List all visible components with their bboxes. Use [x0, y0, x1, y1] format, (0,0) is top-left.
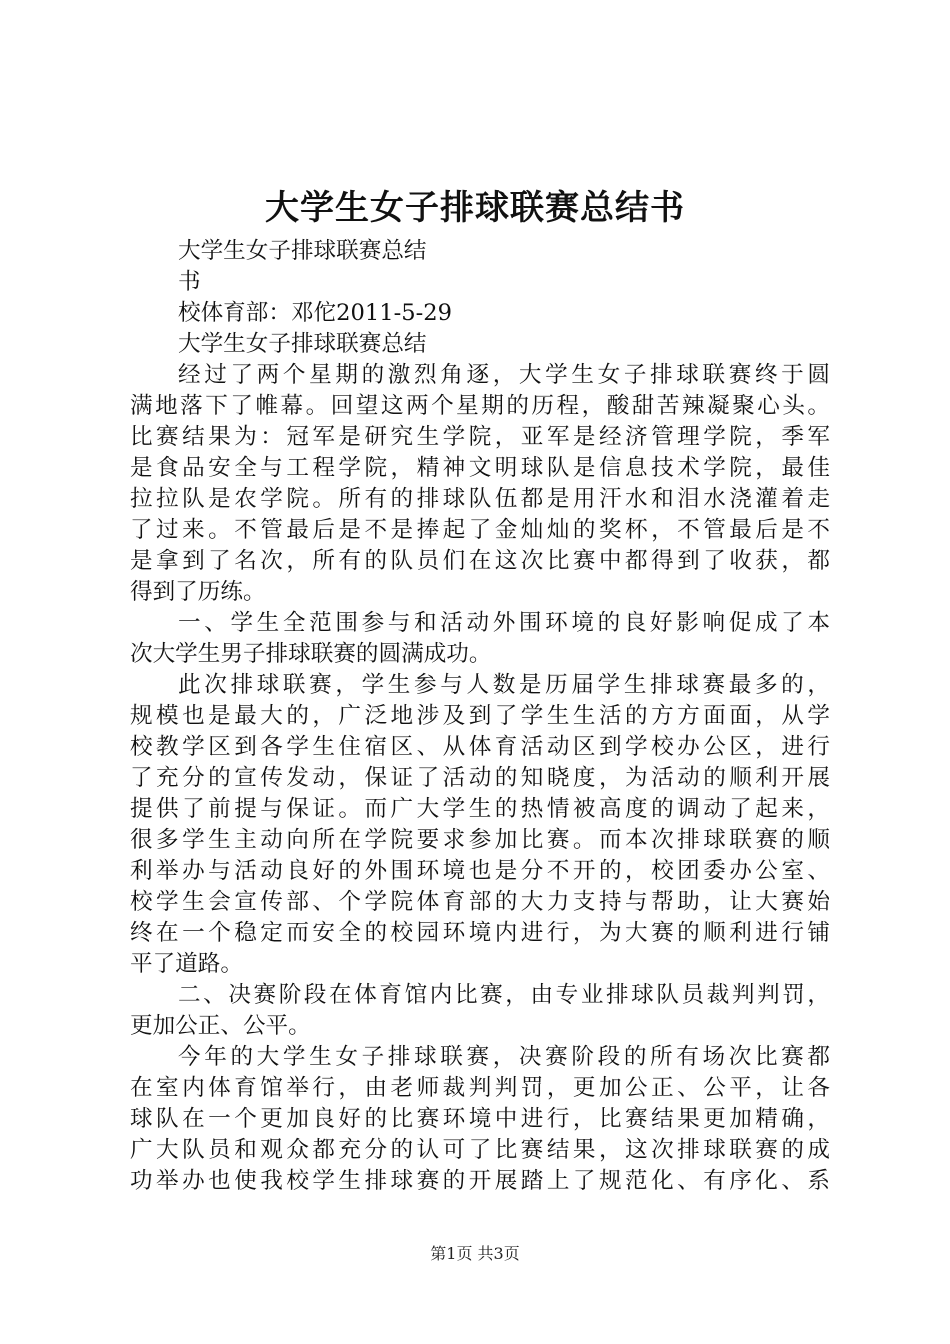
body-line: 一、学生全范围参与和活动外围环境的良好影响促成了本	[178, 610, 830, 636]
body-line: 满地落下了帷幕。回望这两个星期的历程，酸甜苦辣凝聚心头。	[130, 393, 830, 419]
body-line: 广大队员和观众都充分的认可了比赛结果，这次排球联赛的成	[130, 1137, 830, 1163]
body-line: 校学生会宣传部、个学院体育部的大力支持与帮助，让大赛始	[130, 889, 830, 915]
body-line: 得到了历练。	[130, 579, 266, 605]
body-line: 大学生女子排球联赛总结	[178, 238, 427, 264]
body-line: 拉拉队是农学院。所有的排球队伍都是用汗水和泪水浇灌着走	[130, 486, 830, 512]
body-line: 是食品安全与工程学院，精神文明球队是信息技术学院，最佳	[130, 455, 830, 481]
body-line: 功举办也使我校学生排球赛的开展踏上了规范化、有序化、系	[130, 1168, 830, 1194]
body-line: 校体育部：邓佗2011-5-29	[178, 300, 453, 326]
body-line: 校教学区到各学生住宿区、从体育活动区到学校办公区，进行	[130, 734, 830, 760]
body-line: 大学生女子排球联赛总结	[178, 331, 427, 357]
body-line: 了过来。不管最后是不是捧起了金灿灿的奖杯，不管最后是不	[130, 517, 830, 543]
body-line: 二、决赛阶段在体育馆内比赛，由专业排球队员裁判判罚，	[178, 982, 830, 1008]
body-line: 球队在一个更加良好的比赛环境中进行，比赛结果更加精确，	[130, 1106, 830, 1132]
body-line: 利举办与活动良好的外围环境也是分不开的，校团委办公室、	[130, 858, 830, 884]
body-line: 书	[178, 269, 201, 295]
body-line: 很多学生主动向所在学院要求参加比赛。而本次排球联赛的顺	[130, 827, 830, 853]
body-line: 在室内体育馆举行，由老师裁判判罚，更加公正、公平，让各	[130, 1075, 830, 1101]
body-line: 此次排球联赛，学生参与人数是历届学生排球赛最多的，	[178, 672, 830, 698]
body-line: 终在一个稳定而安全的校园环境内进行，为大赛的顺利进行铺	[130, 920, 830, 946]
page-footer: 第1页 共3页	[430, 1244, 520, 1263]
document-body	[130, 236, 830, 1197]
document-title: 大学生女子排球联赛总结书	[265, 188, 685, 228]
body-line: 次大学生男子排球联赛的圆满成功。	[130, 641, 492, 667]
body-line: 提供了前提与保证。而广大学生的热情被高度的调动了起来，	[130, 796, 830, 822]
body-line: 了充分的宣传发动，保证了活动的知晓度，为活动的顺利开展	[130, 765, 830, 791]
body-line: 经过了两个星期的激烈角逐，大学生女子排球联赛终于圆	[178, 362, 830, 388]
body-line: 平了道路。	[130, 951, 243, 977]
body-line: 规模也是最大的，广泛地涉及到了学生生活的方方面面，从学	[130, 703, 830, 729]
body-line: 今年的大学生女子排球联赛，决赛阶段的所有场次比赛都	[178, 1044, 830, 1070]
body-line: 更加公正、公平。	[130, 1013, 311, 1039]
body-line: 是拿到了名次，所有的队员们在这次比赛中都得到了收获，都	[130, 548, 830, 574]
body-line: 比赛结果为：冠军是研究生学院，亚军是经济管理学院，季军	[130, 424, 830, 450]
